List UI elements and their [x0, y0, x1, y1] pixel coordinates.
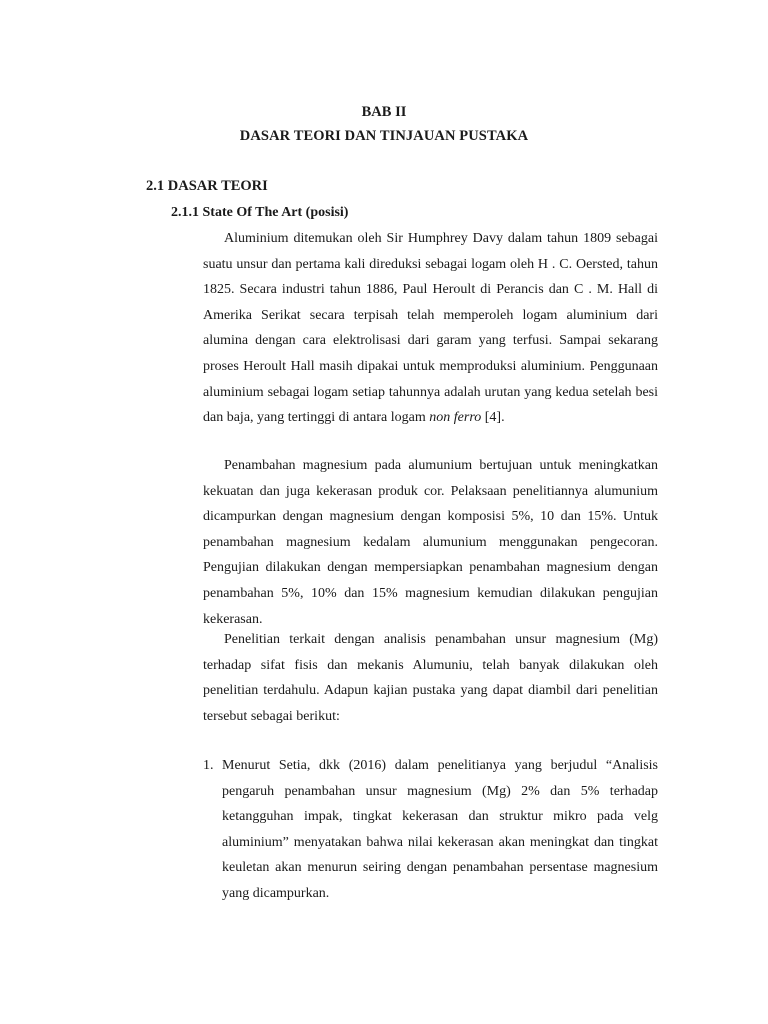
paragraph-3: Penelitian terkait dengan analisis penambahan unsur magnesium (Mg) terhadap sifat fisis dan mekanis Alumuniu, telah banyak dilakukan oleh penelitian terdahulu. Adapun kajian pustaka yang dapat diambil dari penelitian tersebut sebagai berikut:	[203, 632, 658, 724]
section-heading: 2.1 DASAR TEORI	[146, 178, 268, 194]
paragraph-1-italic-term: non ferro	[429, 410, 482, 426]
subsection-heading: 2.1.1 State Of The Art (posisi)	[171, 205, 349, 220]
paragraph-2: Penambahan magnesium pada alumunium bertujuan untuk meningkatkan kekuatan dan juga kekerasan produk cor. Pelaksaan penelitiannya alumunium dicampurkan dengan magnesium dengan komposisi 5%, 10 dan 15%. Untuk penambahan magnesium kedalam alumunium menggunakan pengecoran. Pengujian dilakukan dengan mempersiapkan penambahan magnesium dengan penambahan 5%, 10% dan 15% magnesium kemudian dilakukan pengujian kekerasan.	[203, 458, 658, 627]
reference-list	[203, 753, 658, 907]
list-item	[203, 753, 658, 907]
chapter-title: DASAR TEORI DAN TINJAUAN PUSTAKA	[239, 128, 529, 144]
paragraph-1-text: Aluminium ditemukan oleh Sir Humphrey Davy dalam tahun 1809 sebagai suatu unsur dan pertama kali direduksi sebagai logam oleh H . C. Oersted, tahun 1825. Secara industri tahun 1886, Paul Heroult di Perancis dan C . M. Hall di Amerika Serikat secara terpisah telah memperoleh logam aluminium dari alumina dengan cara elektrolisasi dari garam yang terfusi. Sampai sekarang proses Heroult Hall masih dipakai untuk memproduksi aluminium. Penggunaan aluminium sebagai logam setiap tahunnya adalah urutan yang kedua setelah besi dan baja, yang tertinggi di antara logam	[203, 231, 658, 426]
paragraph-1	[203, 226, 658, 431]
paragraph-1-citation: [4].	[481, 410, 505, 426]
list-item-text: Menurut Setia, dkk (2016) dalam penelitianya yang berjudul “Analisis pengaruh penambahan unsur magnesium (Mg) 2% dan 5% terhadap ketangguhan impak, tingkat kekerasan dan struktur mikro pada velg aluminium” menyatakan bahwa nilai kekerasan akan meningkat dan tingkat keuletan akan menurun seiring dengan penambahan persentase magnesium yang dicampurkan.	[222, 758, 658, 901]
chapter-heading: BAB II	[361, 104, 407, 120]
list-item-number: 1.	[203, 758, 214, 773]
